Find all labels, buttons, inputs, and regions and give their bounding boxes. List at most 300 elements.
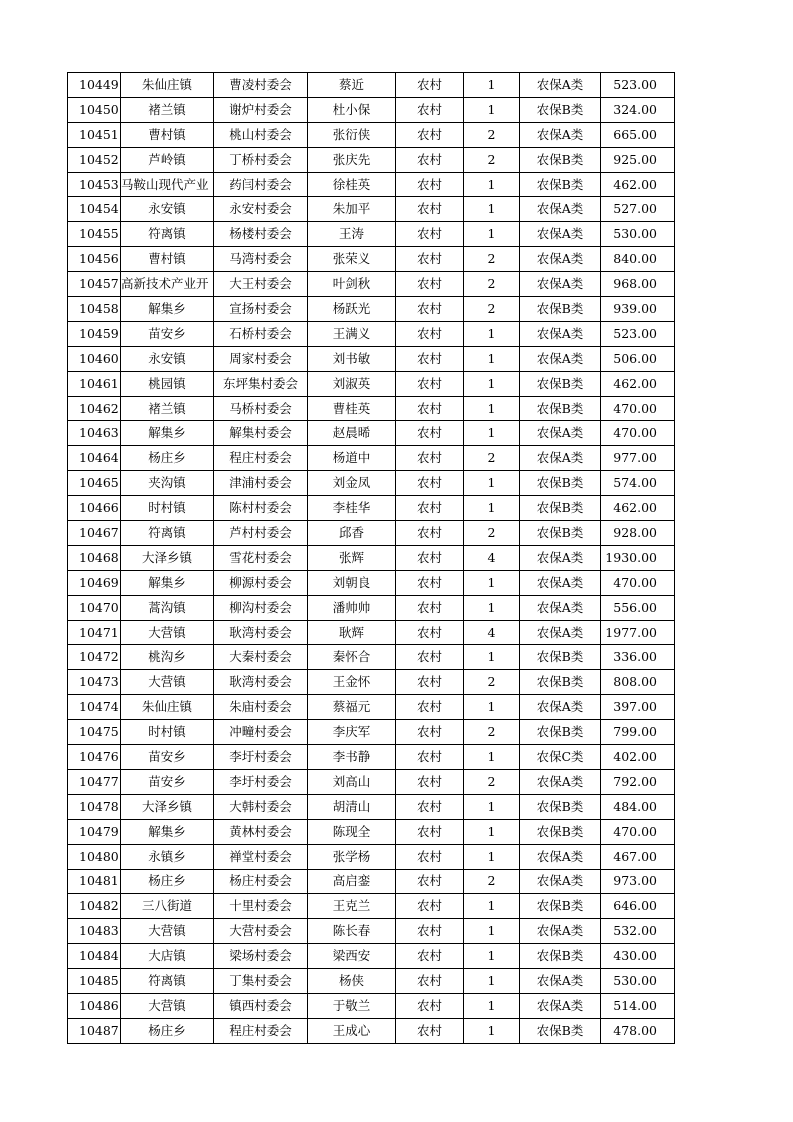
amount-cell: 530.00 — [601, 969, 675, 994]
village-committee-cell: 李圩村委会 — [214, 769, 308, 794]
household-count-cell: 1 — [464, 570, 520, 595]
insurance-category-cell: 农保A类 — [520, 247, 601, 272]
area-type-cell: 农村 — [396, 321, 464, 346]
insurance-category-cell: 农保B类 — [520, 396, 601, 421]
household-count-cell: 2 — [464, 521, 520, 546]
table-row — [68, 869, 675, 894]
amount-cell: 430.00 — [601, 944, 675, 969]
area-type-cell: 农村 — [396, 919, 464, 944]
insurance-category-cell: 农保B类 — [520, 794, 601, 819]
record-id: 10459 — [68, 321, 121, 346]
insurance-category-cell: 农保B类 — [520, 645, 601, 670]
table-row — [68, 969, 675, 994]
insurance-category-cell: 农保B类 — [520, 97, 601, 122]
area-type-cell: 农村 — [396, 969, 464, 994]
village-committee-cell: 丁桥村委会 — [214, 147, 308, 172]
area-type-cell: 农村 — [396, 769, 464, 794]
town-cell: 曹村镇 — [121, 122, 214, 147]
village-committee-cell: 耿湾村委会 — [214, 620, 308, 645]
table-row — [68, 172, 675, 197]
town-cell: 符离镇 — [121, 969, 214, 994]
town-cell: 时村镇 — [121, 720, 214, 745]
table-row — [68, 695, 675, 720]
record-id: 10471 — [68, 620, 121, 645]
amount-cell: 928.00 — [601, 521, 675, 546]
table-row — [68, 122, 675, 147]
amount-cell: 527.00 — [601, 197, 675, 222]
amount-cell: 532.00 — [601, 919, 675, 944]
person-name-cell: 梁西安 — [308, 944, 396, 969]
table-row — [68, 297, 675, 322]
assistance-table — [67, 72, 675, 1044]
record-id: 10460 — [68, 346, 121, 371]
household-count-cell: 1 — [464, 97, 520, 122]
town-cell: 解集乡 — [121, 421, 214, 446]
amount-cell: 470.00 — [601, 421, 675, 446]
amount-cell: 977.00 — [601, 446, 675, 471]
table-row — [68, 819, 675, 844]
record-id: 10464 — [68, 446, 121, 471]
record-id: 10469 — [68, 570, 121, 595]
area-type-cell: 农村 — [396, 670, 464, 695]
household-count-cell: 2 — [464, 720, 520, 745]
village-committee-cell: 大营村委会 — [214, 919, 308, 944]
household-count-cell: 1 — [464, 396, 520, 421]
person-name-cell: 李庆军 — [308, 720, 396, 745]
area-type-cell: 农村 — [396, 521, 464, 546]
amount-cell: 462.00 — [601, 496, 675, 521]
area-type-cell: 农村 — [396, 172, 464, 197]
record-id: 10456 — [68, 247, 121, 272]
household-count-cell: 4 — [464, 545, 520, 570]
record-id: 10474 — [68, 695, 121, 720]
table-row — [68, 620, 675, 645]
village-committee-cell: 朱庙村委会 — [214, 695, 308, 720]
record-id: 10478 — [68, 794, 121, 819]
village-committee-cell: 十里村委会 — [214, 894, 308, 919]
town-cell: 大店镇 — [121, 944, 214, 969]
town-cell: 永镇乡 — [121, 844, 214, 869]
record-id: 10468 — [68, 545, 121, 570]
record-id: 10470 — [68, 595, 121, 620]
village-committee-cell: 药闫村委会 — [214, 172, 308, 197]
table-row — [68, 396, 675, 421]
insurance-category-cell: 农保A类 — [520, 197, 601, 222]
person-name-cell: 秦怀合 — [308, 645, 396, 670]
village-committee-cell: 大王村委会 — [214, 272, 308, 297]
village-committee-cell: 柳沟村委会 — [214, 595, 308, 620]
household-count-cell: 2 — [464, 670, 520, 695]
village-committee-cell: 镇西村委会 — [214, 993, 308, 1018]
record-id: 10473 — [68, 670, 121, 695]
insurance-category-cell: 农保A类 — [520, 695, 601, 720]
insurance-category-cell: 农保B类 — [520, 172, 601, 197]
person-name-cell: 曹桂英 — [308, 396, 396, 421]
table-row — [68, 197, 675, 222]
household-count-cell: 4 — [464, 620, 520, 645]
area-type-cell: 农村 — [396, 695, 464, 720]
insurance-category-cell: 农保A类 — [520, 446, 601, 471]
insurance-category-cell: 农保A类 — [520, 73, 601, 98]
amount-cell: 808.00 — [601, 670, 675, 695]
amount-cell: 1977.00 — [601, 620, 675, 645]
record-id: 10485 — [68, 969, 121, 994]
area-type-cell: 农村 — [396, 496, 464, 521]
area-type-cell: 农村 — [396, 545, 464, 570]
person-name-cell: 杨道中 — [308, 446, 396, 471]
person-name-cell: 潘帅帅 — [308, 595, 396, 620]
person-name-cell: 王涛 — [308, 222, 396, 247]
amount-cell: 530.00 — [601, 222, 675, 247]
amount-cell: 925.00 — [601, 147, 675, 172]
household-count-cell: 1 — [464, 73, 520, 98]
table-row — [68, 421, 675, 446]
person-name-cell: 叶剑秋 — [308, 272, 396, 297]
record-id: 10449 — [68, 73, 121, 98]
household-count-cell: 1 — [464, 496, 520, 521]
table-row — [68, 247, 675, 272]
amount-cell: 397.00 — [601, 695, 675, 720]
household-count-cell: 2 — [464, 297, 520, 322]
table-row — [68, 595, 675, 620]
village-committee-cell: 马湾村委会 — [214, 247, 308, 272]
amount-cell: 523.00 — [601, 73, 675, 98]
record-id: 10463 — [68, 421, 121, 446]
village-committee-cell: 桃山村委会 — [214, 122, 308, 147]
amount-cell: 939.00 — [601, 297, 675, 322]
table-row — [68, 471, 675, 496]
town-cell: 大营镇 — [121, 620, 214, 645]
area-type-cell: 农村 — [396, 272, 464, 297]
person-name-cell: 胡清山 — [308, 794, 396, 819]
town-cell: 苗安乡 — [121, 769, 214, 794]
area-type-cell: 农村 — [396, 620, 464, 645]
town-cell: 三八街道 — [121, 894, 214, 919]
record-id: 10483 — [68, 919, 121, 944]
town-cell: 解集乡 — [121, 819, 214, 844]
village-committee-cell: 陈村村委会 — [214, 496, 308, 521]
record-id: 10451 — [68, 122, 121, 147]
town-cell: 大营镇 — [121, 670, 214, 695]
household-count-cell: 2 — [464, 247, 520, 272]
town-cell: 褚兰镇 — [121, 396, 214, 421]
table-row — [68, 745, 675, 770]
area-type-cell: 农村 — [396, 97, 464, 122]
village-committee-cell: 程庄村委会 — [214, 446, 308, 471]
village-committee-cell: 芦村村委会 — [214, 521, 308, 546]
town-cell: 曹村镇 — [121, 247, 214, 272]
person-name-cell: 刘金凤 — [308, 471, 396, 496]
insurance-category-cell: 农保B类 — [520, 720, 601, 745]
village-committee-cell: 马桥村委会 — [214, 396, 308, 421]
village-committee-cell: 柳源村委会 — [214, 570, 308, 595]
table-row — [68, 1018, 675, 1043]
area-type-cell: 农村 — [396, 844, 464, 869]
household-count-cell: 1 — [464, 222, 520, 247]
table-body — [68, 73, 675, 1044]
insurance-category-cell: 农保C类 — [520, 745, 601, 770]
insurance-category-cell: 农保A类 — [520, 769, 601, 794]
person-name-cell: 高启銮 — [308, 869, 396, 894]
village-committee-cell: 宣扬村委会 — [214, 297, 308, 322]
record-id: 10479 — [68, 819, 121, 844]
record-id: 10476 — [68, 745, 121, 770]
village-committee-cell: 石桥村委会 — [214, 321, 308, 346]
area-type-cell: 农村 — [396, 371, 464, 396]
amount-cell: 840.00 — [601, 247, 675, 272]
area-type-cell: 农村 — [396, 570, 464, 595]
table-row — [68, 521, 675, 546]
village-committee-cell: 大秦村委会 — [214, 645, 308, 670]
village-committee-cell: 程庄村委会 — [214, 1018, 308, 1043]
area-type-cell: 农村 — [396, 197, 464, 222]
insurance-category-cell: 农保B类 — [520, 471, 601, 496]
person-name-cell: 陈现全 — [308, 819, 396, 844]
village-committee-cell: 大韩村委会 — [214, 794, 308, 819]
person-name-cell: 刘淑英 — [308, 371, 396, 396]
town-cell: 褚兰镇 — [121, 97, 214, 122]
person-name-cell: 蔡近 — [308, 73, 396, 98]
amount-cell: 646.00 — [601, 894, 675, 919]
record-id: 10458 — [68, 297, 121, 322]
table-row — [68, 321, 675, 346]
household-count-cell: 1 — [464, 894, 520, 919]
amount-cell: 973.00 — [601, 869, 675, 894]
village-committee-cell: 丁集村委会 — [214, 969, 308, 994]
amount-cell: 556.00 — [601, 595, 675, 620]
insurance-category-cell: 农保A类 — [520, 969, 601, 994]
amount-cell: 324.00 — [601, 97, 675, 122]
amount-cell: 470.00 — [601, 396, 675, 421]
person-name-cell: 张辉 — [308, 545, 396, 570]
amount-cell: 1930.00 — [601, 545, 675, 570]
record-id: 10466 — [68, 496, 121, 521]
town-cell: 大泽乡镇 — [121, 794, 214, 819]
town-cell: 解集乡 — [121, 297, 214, 322]
household-count-cell: 2 — [464, 272, 520, 297]
person-name-cell: 张荣义 — [308, 247, 396, 272]
person-name-cell: 王满义 — [308, 321, 396, 346]
insurance-category-cell: 农保A类 — [520, 321, 601, 346]
insurance-category-cell: 农保A类 — [520, 595, 601, 620]
area-type-cell: 农村 — [396, 147, 464, 172]
amount-cell: 523.00 — [601, 321, 675, 346]
table-row — [68, 73, 675, 98]
amount-cell: 506.00 — [601, 346, 675, 371]
table-row — [68, 794, 675, 819]
table-row — [68, 222, 675, 247]
town-cell: 桃园镇 — [121, 371, 214, 396]
amount-cell: 514.00 — [601, 993, 675, 1018]
person-name-cell: 陈长春 — [308, 919, 396, 944]
record-id: 10480 — [68, 844, 121, 869]
village-committee-cell: 梁场村委会 — [214, 944, 308, 969]
insurance-category-cell: 农保A类 — [520, 844, 601, 869]
person-name-cell: 李书静 — [308, 745, 396, 770]
village-committee-cell: 李圩村委会 — [214, 745, 308, 770]
table-row — [68, 769, 675, 794]
person-name-cell: 蔡福元 — [308, 695, 396, 720]
insurance-category-cell: 农保B类 — [520, 894, 601, 919]
household-count-cell: 1 — [464, 819, 520, 844]
insurance-category-cell: 农保B类 — [520, 670, 601, 695]
household-count-cell: 1 — [464, 421, 520, 446]
town-cell: 马鞍山现代产业 — [121, 172, 214, 197]
record-id: 10461 — [68, 371, 121, 396]
town-cell: 夹沟镇 — [121, 471, 214, 496]
person-name-cell: 耿辉 — [308, 620, 396, 645]
amount-cell: 478.00 — [601, 1018, 675, 1043]
amount-cell: 665.00 — [601, 122, 675, 147]
village-committee-cell: 永安村委会 — [214, 197, 308, 222]
amount-cell: 968.00 — [601, 272, 675, 297]
insurance-category-cell: 农保A类 — [520, 122, 601, 147]
table-row — [68, 147, 675, 172]
amount-cell: 470.00 — [601, 570, 675, 595]
town-cell: 芦岭镇 — [121, 147, 214, 172]
area-type-cell: 农村 — [396, 297, 464, 322]
village-committee-cell: 谢炉村委会 — [214, 97, 308, 122]
household-count-cell: 1 — [464, 321, 520, 346]
village-committee-cell: 曹凌村委会 — [214, 73, 308, 98]
area-type-cell: 农村 — [396, 346, 464, 371]
town-cell: 永安镇 — [121, 346, 214, 371]
town-cell: 时村镇 — [121, 496, 214, 521]
amount-cell: 402.00 — [601, 745, 675, 770]
person-name-cell: 刘高山 — [308, 769, 396, 794]
town-cell: 永安镇 — [121, 197, 214, 222]
village-committee-cell: 杨楼村委会 — [214, 222, 308, 247]
area-type-cell: 农村 — [396, 247, 464, 272]
area-type-cell: 农村 — [396, 645, 464, 670]
amount-cell: 462.00 — [601, 371, 675, 396]
person-name-cell: 朱加平 — [308, 197, 396, 222]
household-count-cell: 2 — [464, 769, 520, 794]
table-row — [68, 670, 675, 695]
village-committee-cell: 黄林村委会 — [214, 819, 308, 844]
table-row — [68, 844, 675, 869]
table-row — [68, 944, 675, 969]
insurance-category-cell: 农保B类 — [520, 297, 601, 322]
household-count-cell: 2 — [464, 122, 520, 147]
household-count-cell: 1 — [464, 197, 520, 222]
table-row — [68, 894, 675, 919]
insurance-category-cell: 农保A类 — [520, 346, 601, 371]
record-id: 10450 — [68, 97, 121, 122]
insurance-category-cell: 农保A类 — [520, 993, 601, 1018]
record-id: 10467 — [68, 521, 121, 546]
record-id: 10487 — [68, 1018, 121, 1043]
person-name-cell: 张学杨 — [308, 844, 396, 869]
insurance-category-cell: 农保A类 — [520, 570, 601, 595]
town-cell: 大营镇 — [121, 993, 214, 1018]
town-cell: 蒿沟镇 — [121, 595, 214, 620]
table-row — [68, 446, 675, 471]
table-row — [68, 97, 675, 122]
village-committee-cell: 耿湾村委会 — [214, 670, 308, 695]
town-cell: 符离镇 — [121, 521, 214, 546]
town-cell: 杨庄乡 — [121, 869, 214, 894]
table-row — [68, 496, 675, 521]
insurance-category-cell: 农保B类 — [520, 371, 601, 396]
record-id: 10484 — [68, 944, 121, 969]
person-name-cell: 于敬兰 — [308, 993, 396, 1018]
area-type-cell: 农村 — [396, 1018, 464, 1043]
town-cell: 朱仙庄镇 — [121, 695, 214, 720]
person-name-cell: 李桂华 — [308, 496, 396, 521]
insurance-category-cell: 农保B类 — [520, 521, 601, 546]
person-name-cell: 王克兰 — [308, 894, 396, 919]
person-name-cell: 徐桂英 — [308, 172, 396, 197]
area-type-cell: 农村 — [396, 471, 464, 496]
person-name-cell: 张衍侠 — [308, 122, 396, 147]
record-id: 10477 — [68, 769, 121, 794]
insurance-category-cell: 农保B类 — [520, 944, 601, 969]
record-id: 10486 — [68, 993, 121, 1018]
record-id: 10482 — [68, 894, 121, 919]
table-row — [68, 371, 675, 396]
area-type-cell: 农村 — [396, 595, 464, 620]
insurance-category-cell: 农保A类 — [520, 421, 601, 446]
town-cell: 符离镇 — [121, 222, 214, 247]
town-cell: 解集乡 — [121, 570, 214, 595]
town-cell: 杨庄乡 — [121, 446, 214, 471]
town-cell: 苗安乡 — [121, 745, 214, 770]
table-row — [68, 545, 675, 570]
household-count-cell: 1 — [464, 595, 520, 620]
amount-cell: 467.00 — [601, 844, 675, 869]
record-id: 10475 — [68, 720, 121, 745]
household-count-cell: 2 — [464, 869, 520, 894]
insurance-category-cell: 农保B类 — [520, 147, 601, 172]
town-cell: 大营镇 — [121, 919, 214, 944]
household-count-cell: 1 — [464, 944, 520, 969]
person-name-cell: 王成心 — [308, 1018, 396, 1043]
area-type-cell: 农村 — [396, 122, 464, 147]
village-committee-cell: 杨庄村委会 — [214, 869, 308, 894]
household-count-cell: 1 — [464, 919, 520, 944]
person-name-cell: 杨跃光 — [308, 297, 396, 322]
household-count-cell: 2 — [464, 446, 520, 471]
area-type-cell: 农村 — [396, 396, 464, 421]
amount-cell: 574.00 — [601, 471, 675, 496]
area-type-cell: 农村 — [396, 894, 464, 919]
table-row — [68, 720, 675, 745]
household-count-cell: 1 — [464, 1018, 520, 1043]
amount-cell: 792.00 — [601, 769, 675, 794]
household-count-cell: 1 — [464, 695, 520, 720]
town-cell: 苗安乡 — [121, 321, 214, 346]
area-type-cell: 农村 — [396, 720, 464, 745]
insurance-category-cell: 农保B类 — [520, 1018, 601, 1043]
insurance-category-cell: 农保A类 — [520, 545, 601, 570]
town-cell: 杨庄乡 — [121, 1018, 214, 1043]
household-count-cell: 1 — [464, 172, 520, 197]
record-id: 10481 — [68, 869, 121, 894]
insurance-category-cell: 农保B类 — [520, 496, 601, 521]
town-cell: 高新技术产业开 — [121, 272, 214, 297]
village-committee-cell: 雪花村委会 — [214, 545, 308, 570]
table-row — [68, 570, 675, 595]
household-count-cell: 1 — [464, 844, 520, 869]
amount-cell: 799.00 — [601, 720, 675, 745]
village-committee-cell: 周家村委会 — [214, 346, 308, 371]
record-id: 10452 — [68, 147, 121, 172]
area-type-cell: 农村 — [396, 421, 464, 446]
household-count-cell: 1 — [464, 371, 520, 396]
household-count-cell: 2 — [464, 147, 520, 172]
village-committee-cell: 禅堂村委会 — [214, 844, 308, 869]
